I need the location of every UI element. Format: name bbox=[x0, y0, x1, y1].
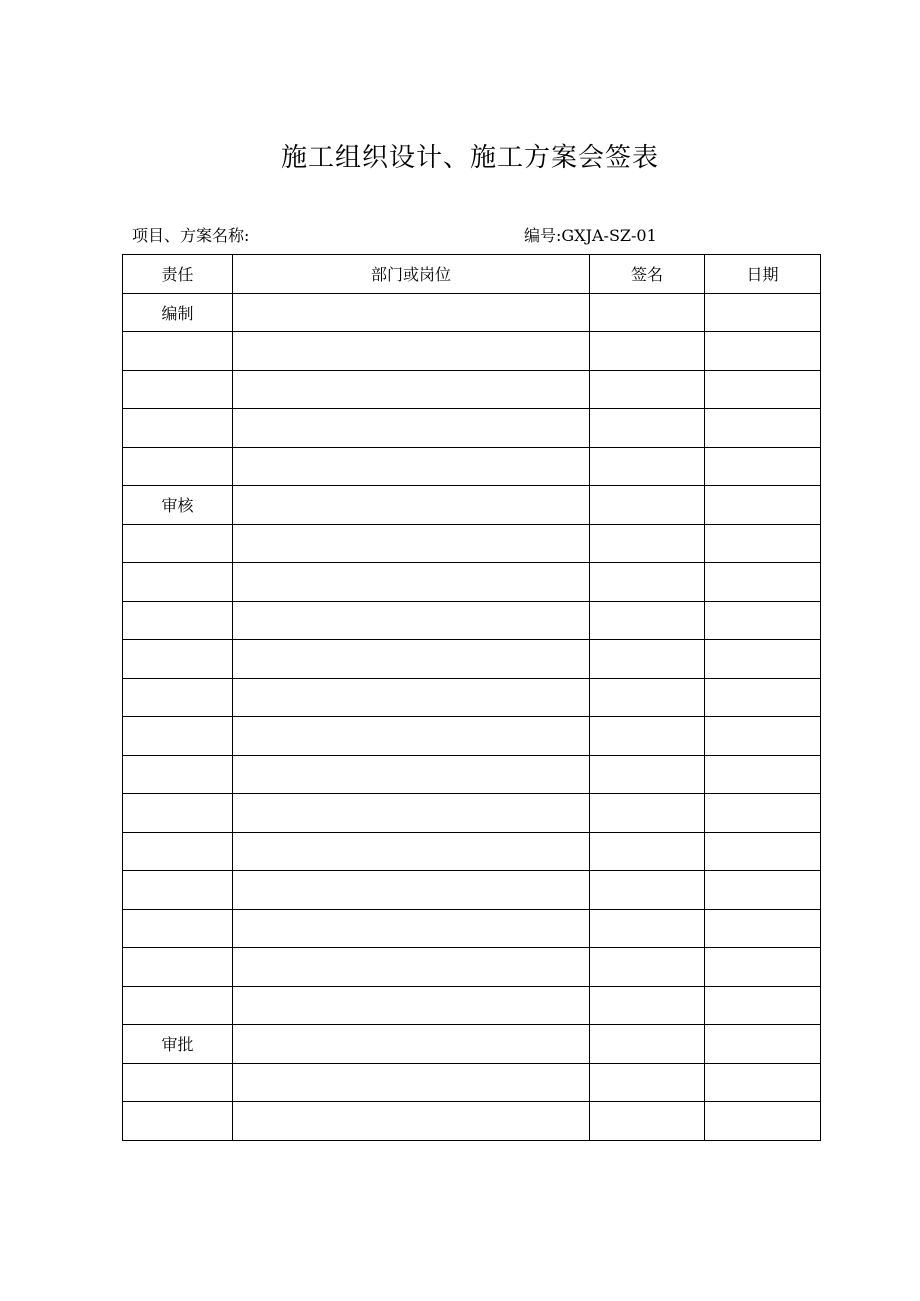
table-row bbox=[123, 794, 821, 833]
table-row bbox=[123, 755, 821, 794]
table-row bbox=[123, 871, 821, 910]
table-row bbox=[123, 1063, 821, 1102]
table-row bbox=[123, 486, 821, 525]
date-cell[interactable] bbox=[705, 601, 821, 640]
date-cell[interactable] bbox=[705, 871, 821, 910]
date-cell[interactable] bbox=[705, 447, 821, 486]
signoff-table bbox=[122, 254, 821, 1141]
signature-cell[interactable] bbox=[590, 293, 705, 332]
role-cell bbox=[123, 1102, 233, 1141]
department-cell[interactable] bbox=[233, 640, 590, 679]
table-row bbox=[123, 563, 821, 602]
table-row bbox=[123, 717, 821, 756]
table-row bbox=[123, 447, 821, 486]
table-row bbox=[123, 986, 821, 1025]
department-cell[interactable] bbox=[233, 601, 590, 640]
date-cell[interactable] bbox=[705, 1102, 821, 1141]
signature-cell[interactable] bbox=[590, 871, 705, 910]
date-cell[interactable] bbox=[705, 948, 821, 987]
signature-cell[interactable] bbox=[590, 332, 705, 371]
department-cell[interactable] bbox=[233, 755, 590, 794]
signature-cell[interactable] bbox=[590, 1063, 705, 1102]
header-signature: 签名 bbox=[590, 255, 705, 294]
department-cell[interactable] bbox=[233, 293, 590, 332]
department-cell[interactable] bbox=[233, 986, 590, 1025]
header-date: 日期 bbox=[705, 255, 821, 294]
document-number: 编号:GXJA-SZ-01 bbox=[524, 226, 657, 245]
date-cell[interactable] bbox=[705, 524, 821, 563]
table-row bbox=[123, 293, 821, 332]
page-title: 施工组织设计、施工方案会签表 bbox=[280, 143, 659, 173]
date-cell[interactable] bbox=[705, 986, 821, 1025]
signature-cell[interactable] bbox=[590, 909, 705, 948]
department-cell[interactable] bbox=[233, 563, 590, 602]
signature-cell[interactable] bbox=[590, 986, 705, 1025]
department-cell[interactable] bbox=[233, 832, 590, 871]
department-cell[interactable] bbox=[233, 678, 590, 717]
role-cell bbox=[123, 601, 233, 640]
date-cell[interactable] bbox=[705, 832, 821, 871]
table-row bbox=[123, 370, 821, 409]
department-cell[interactable] bbox=[233, 332, 590, 371]
table-row bbox=[123, 1025, 821, 1064]
role-cell bbox=[123, 909, 233, 948]
table-row bbox=[123, 678, 821, 717]
role-cell bbox=[123, 563, 233, 602]
table-row bbox=[123, 640, 821, 679]
role-cell bbox=[123, 717, 233, 756]
department-cell[interactable] bbox=[233, 948, 590, 987]
table-row bbox=[123, 601, 821, 640]
department-cell[interactable] bbox=[233, 1102, 590, 1141]
signature-cell[interactable] bbox=[590, 524, 705, 563]
table-row bbox=[123, 832, 821, 871]
table-row bbox=[123, 909, 821, 948]
department-cell[interactable] bbox=[233, 447, 590, 486]
signature-cell[interactable] bbox=[590, 794, 705, 833]
department-cell[interactable] bbox=[233, 370, 590, 409]
date-cell[interactable] bbox=[705, 1063, 821, 1102]
project-name-label: 项目、方案名称: bbox=[132, 226, 250, 245]
date-cell[interactable] bbox=[705, 909, 821, 948]
signature-cell[interactable] bbox=[590, 678, 705, 717]
role-cell: 审核 bbox=[123, 486, 233, 525]
role-cell bbox=[123, 1063, 233, 1102]
date-cell[interactable] bbox=[705, 794, 821, 833]
role-cell bbox=[123, 948, 233, 987]
date-cell[interactable] bbox=[705, 678, 821, 717]
role-cell bbox=[123, 332, 233, 371]
department-cell[interactable] bbox=[233, 1025, 590, 1064]
signature-cell[interactable] bbox=[590, 948, 705, 987]
table-row bbox=[123, 948, 821, 987]
signature-cell[interactable] bbox=[590, 370, 705, 409]
department-cell[interactable] bbox=[233, 794, 590, 833]
signature-cell[interactable] bbox=[590, 601, 705, 640]
table-header-row bbox=[123, 255, 821, 294]
role-cell: 编制 bbox=[123, 293, 233, 332]
department-cell[interactable] bbox=[233, 717, 590, 756]
department-cell[interactable] bbox=[233, 409, 590, 448]
signature-cell[interactable] bbox=[590, 563, 705, 602]
department-cell[interactable] bbox=[233, 486, 590, 525]
role-cell bbox=[123, 678, 233, 717]
role-cell bbox=[123, 755, 233, 794]
signature-cell[interactable] bbox=[590, 409, 705, 448]
date-cell[interactable] bbox=[705, 755, 821, 794]
date-cell[interactable] bbox=[705, 370, 821, 409]
date-cell[interactable] bbox=[705, 332, 821, 371]
role-cell bbox=[123, 794, 233, 833]
role-cell bbox=[123, 370, 233, 409]
header-responsibility: 责任 bbox=[123, 255, 233, 294]
signature-cell[interactable] bbox=[590, 755, 705, 794]
department-cell[interactable] bbox=[233, 871, 590, 910]
signature-cell[interactable] bbox=[590, 832, 705, 871]
signature-cell[interactable] bbox=[590, 1102, 705, 1141]
table-row bbox=[123, 409, 821, 448]
date-cell[interactable] bbox=[705, 563, 821, 602]
department-cell[interactable] bbox=[233, 524, 590, 563]
role-cell: 审批 bbox=[123, 1025, 233, 1064]
table-row bbox=[123, 524, 821, 563]
role-cell bbox=[123, 871, 233, 910]
signature-cell[interactable] bbox=[590, 1025, 705, 1064]
role-cell bbox=[123, 524, 233, 563]
header-department: 部门或岗位 bbox=[233, 255, 590, 294]
role-cell bbox=[123, 832, 233, 871]
department-cell[interactable] bbox=[233, 909, 590, 948]
date-cell[interactable] bbox=[705, 717, 821, 756]
role-cell bbox=[123, 409, 233, 448]
date-cell[interactable] bbox=[705, 486, 821, 525]
date-cell[interactable] bbox=[705, 293, 821, 332]
department-cell[interactable] bbox=[233, 1063, 590, 1102]
signature-cell[interactable] bbox=[590, 717, 705, 756]
role-cell bbox=[123, 640, 233, 679]
date-cell[interactable] bbox=[705, 1025, 821, 1064]
signature-cell[interactable] bbox=[590, 447, 705, 486]
table-row bbox=[123, 1102, 821, 1141]
role-cell bbox=[123, 986, 233, 1025]
date-cell[interactable] bbox=[705, 640, 821, 679]
role-cell bbox=[123, 447, 233, 486]
date-cell[interactable] bbox=[705, 409, 821, 448]
signature-cell[interactable] bbox=[590, 640, 705, 679]
table-body bbox=[123, 293, 821, 1140]
table-row bbox=[123, 332, 821, 371]
signature-cell[interactable] bbox=[590, 486, 705, 525]
